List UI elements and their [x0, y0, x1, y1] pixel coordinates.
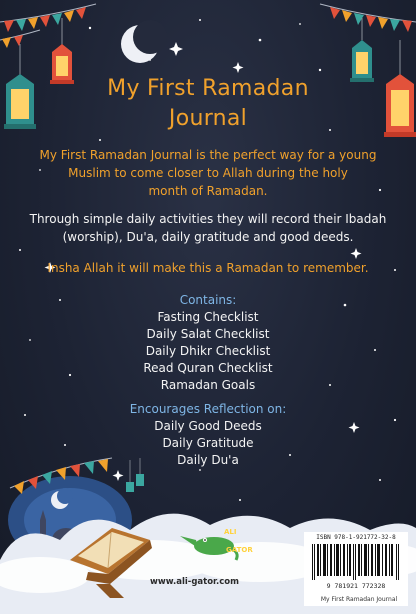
title-line-1: My First Ramadan [107, 76, 309, 101]
list-item: Daily Dhikr Checklist [145, 344, 271, 358]
list-item: Daily Salat Checklist [146, 327, 270, 341]
list-item: Daily Gratitude [162, 436, 254, 450]
list-item: Daily Du'a [177, 453, 239, 467]
website-url[interactable]: www.ali-gator.com [150, 577, 240, 587]
barcode-number: 9 781921 772328 [326, 582, 386, 590]
contains-heading: Contains: [179, 293, 237, 307]
list-item: Daily Good Deeds [154, 419, 262, 433]
list-item: Read Quran Checklist [143, 361, 273, 375]
intro-line: My First Ramadan Journal is the perfect way for a young [39, 148, 377, 162]
barcode-bars-icon [312, 544, 400, 580]
logo-text-gator: GATOR [226, 546, 253, 554]
activities-line: (worship), Du'a, daily gratitude and good deeds. [62, 230, 354, 244]
small-lantern-icon [126, 458, 144, 492]
barcode [304, 532, 408, 606]
logo-text-ali: ALI [224, 528, 237, 536]
intro-line: month of Ramadan. [148, 184, 268, 198]
insha-allah-line: Insha Allah it will make this a Ramadan to remember. [47, 261, 369, 275]
list-item: Ramadan Goals [160, 378, 256, 392]
list-item: Fasting Checklist [157, 310, 259, 324]
isbn-text: ISBN 978-1-921772-32-8 [316, 534, 396, 541]
reflection-heading: Encourages Reflection on: [129, 402, 287, 416]
intro-line: Muslim to come closer to Allah during the holy [68, 166, 348, 180]
activities-line: Through simple daily activities they will record their Ibadah [29, 212, 387, 226]
title-line-2: Journal [168, 106, 248, 131]
barcode-caption: My First Ramadan Journal [320, 596, 398, 603]
